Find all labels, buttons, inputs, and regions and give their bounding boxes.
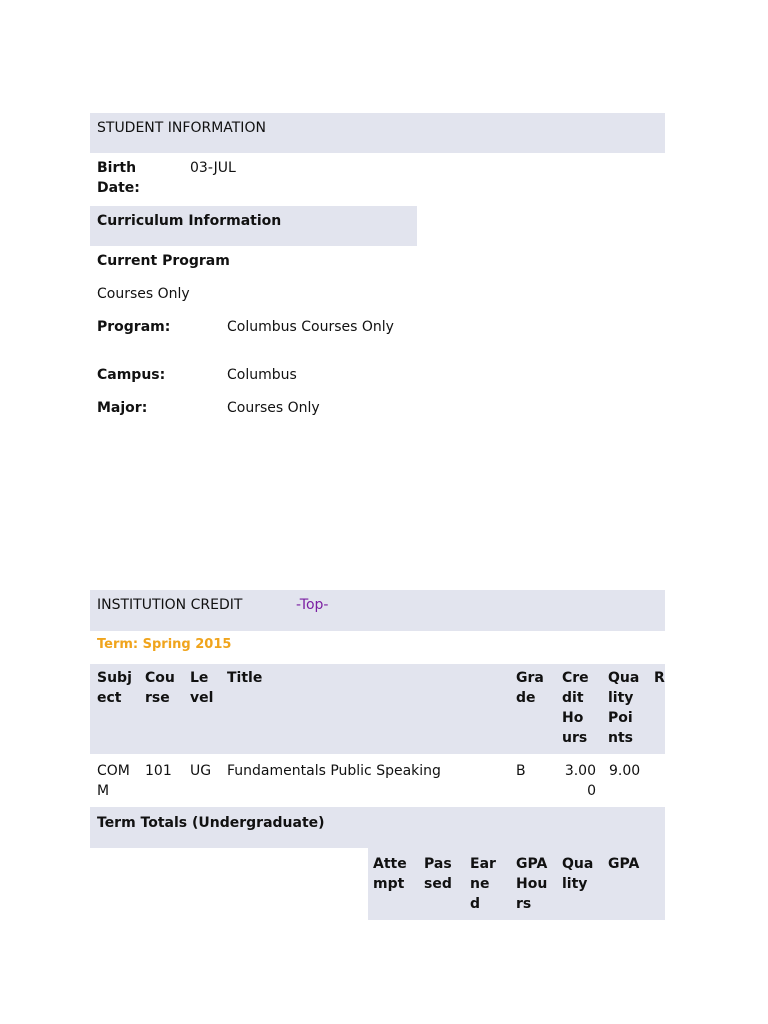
row-level: UG: [190, 763, 212, 779]
term-totals-header: Term Totals (Undergraduate): [97, 815, 325, 831]
current-program-value: Courses Only: [97, 286, 190, 302]
col-level-header: Level: [190, 670, 214, 706]
row-title: Fundamentals Public Speaking: [227, 763, 441, 779]
top-link[interactable]: -Top-: [296, 597, 329, 613]
col-gpa-header: GPA: [608, 856, 640, 872]
institution-credit-header: INSTITUTION CREDIT: [97, 597, 243, 613]
birth-date-value: 03-JUL: [190, 160, 236, 176]
campus-value: Columbus: [227, 367, 297, 383]
col-passed-header: Passed: [424, 856, 452, 892]
col-earned-header: Earned: [470, 856, 496, 912]
col-credit-hours-header: Credit Hours: [562, 670, 589, 746]
col-title-header: Title: [227, 670, 263, 686]
col-quality-header: Quality: [562, 856, 594, 892]
major-label: Major:: [97, 400, 148, 416]
term-label: Term: Spring 2015: [97, 637, 232, 652]
col-r-header: R: [654, 670, 665, 686]
col-subject-header: Subject: [97, 670, 132, 706]
col-course-header: Course: [145, 670, 175, 706]
row-subject: COMM: [97, 763, 130, 799]
col-quality-points-header: Quality Points: [608, 670, 640, 746]
col-grade-header: Grade: [516, 670, 544, 706]
program-value: Columbus Courses Only: [227, 319, 394, 335]
curriculum-header: Curriculum Information: [97, 213, 282, 229]
row-credit-hours: 3.000: [564, 763, 596, 799]
program-label: Program:: [97, 319, 171, 335]
row-quality-points: 9.00: [609, 763, 641, 779]
col-attempt-header: Attempt: [373, 856, 407, 892]
major-value: Courses Only: [227, 400, 320, 416]
row-grade: B: [516, 763, 526, 779]
campus-label: Campus:: [97, 367, 166, 383]
col-gpa-hours-header: GPA Hours: [516, 856, 548, 912]
birth-date-label: Birth Date:: [97, 160, 140, 196]
current-program-label: Current Program: [97, 253, 230, 269]
student-info-header: STUDENT INFORMATION: [97, 120, 266, 136]
row-course: 101: [145, 763, 172, 779]
